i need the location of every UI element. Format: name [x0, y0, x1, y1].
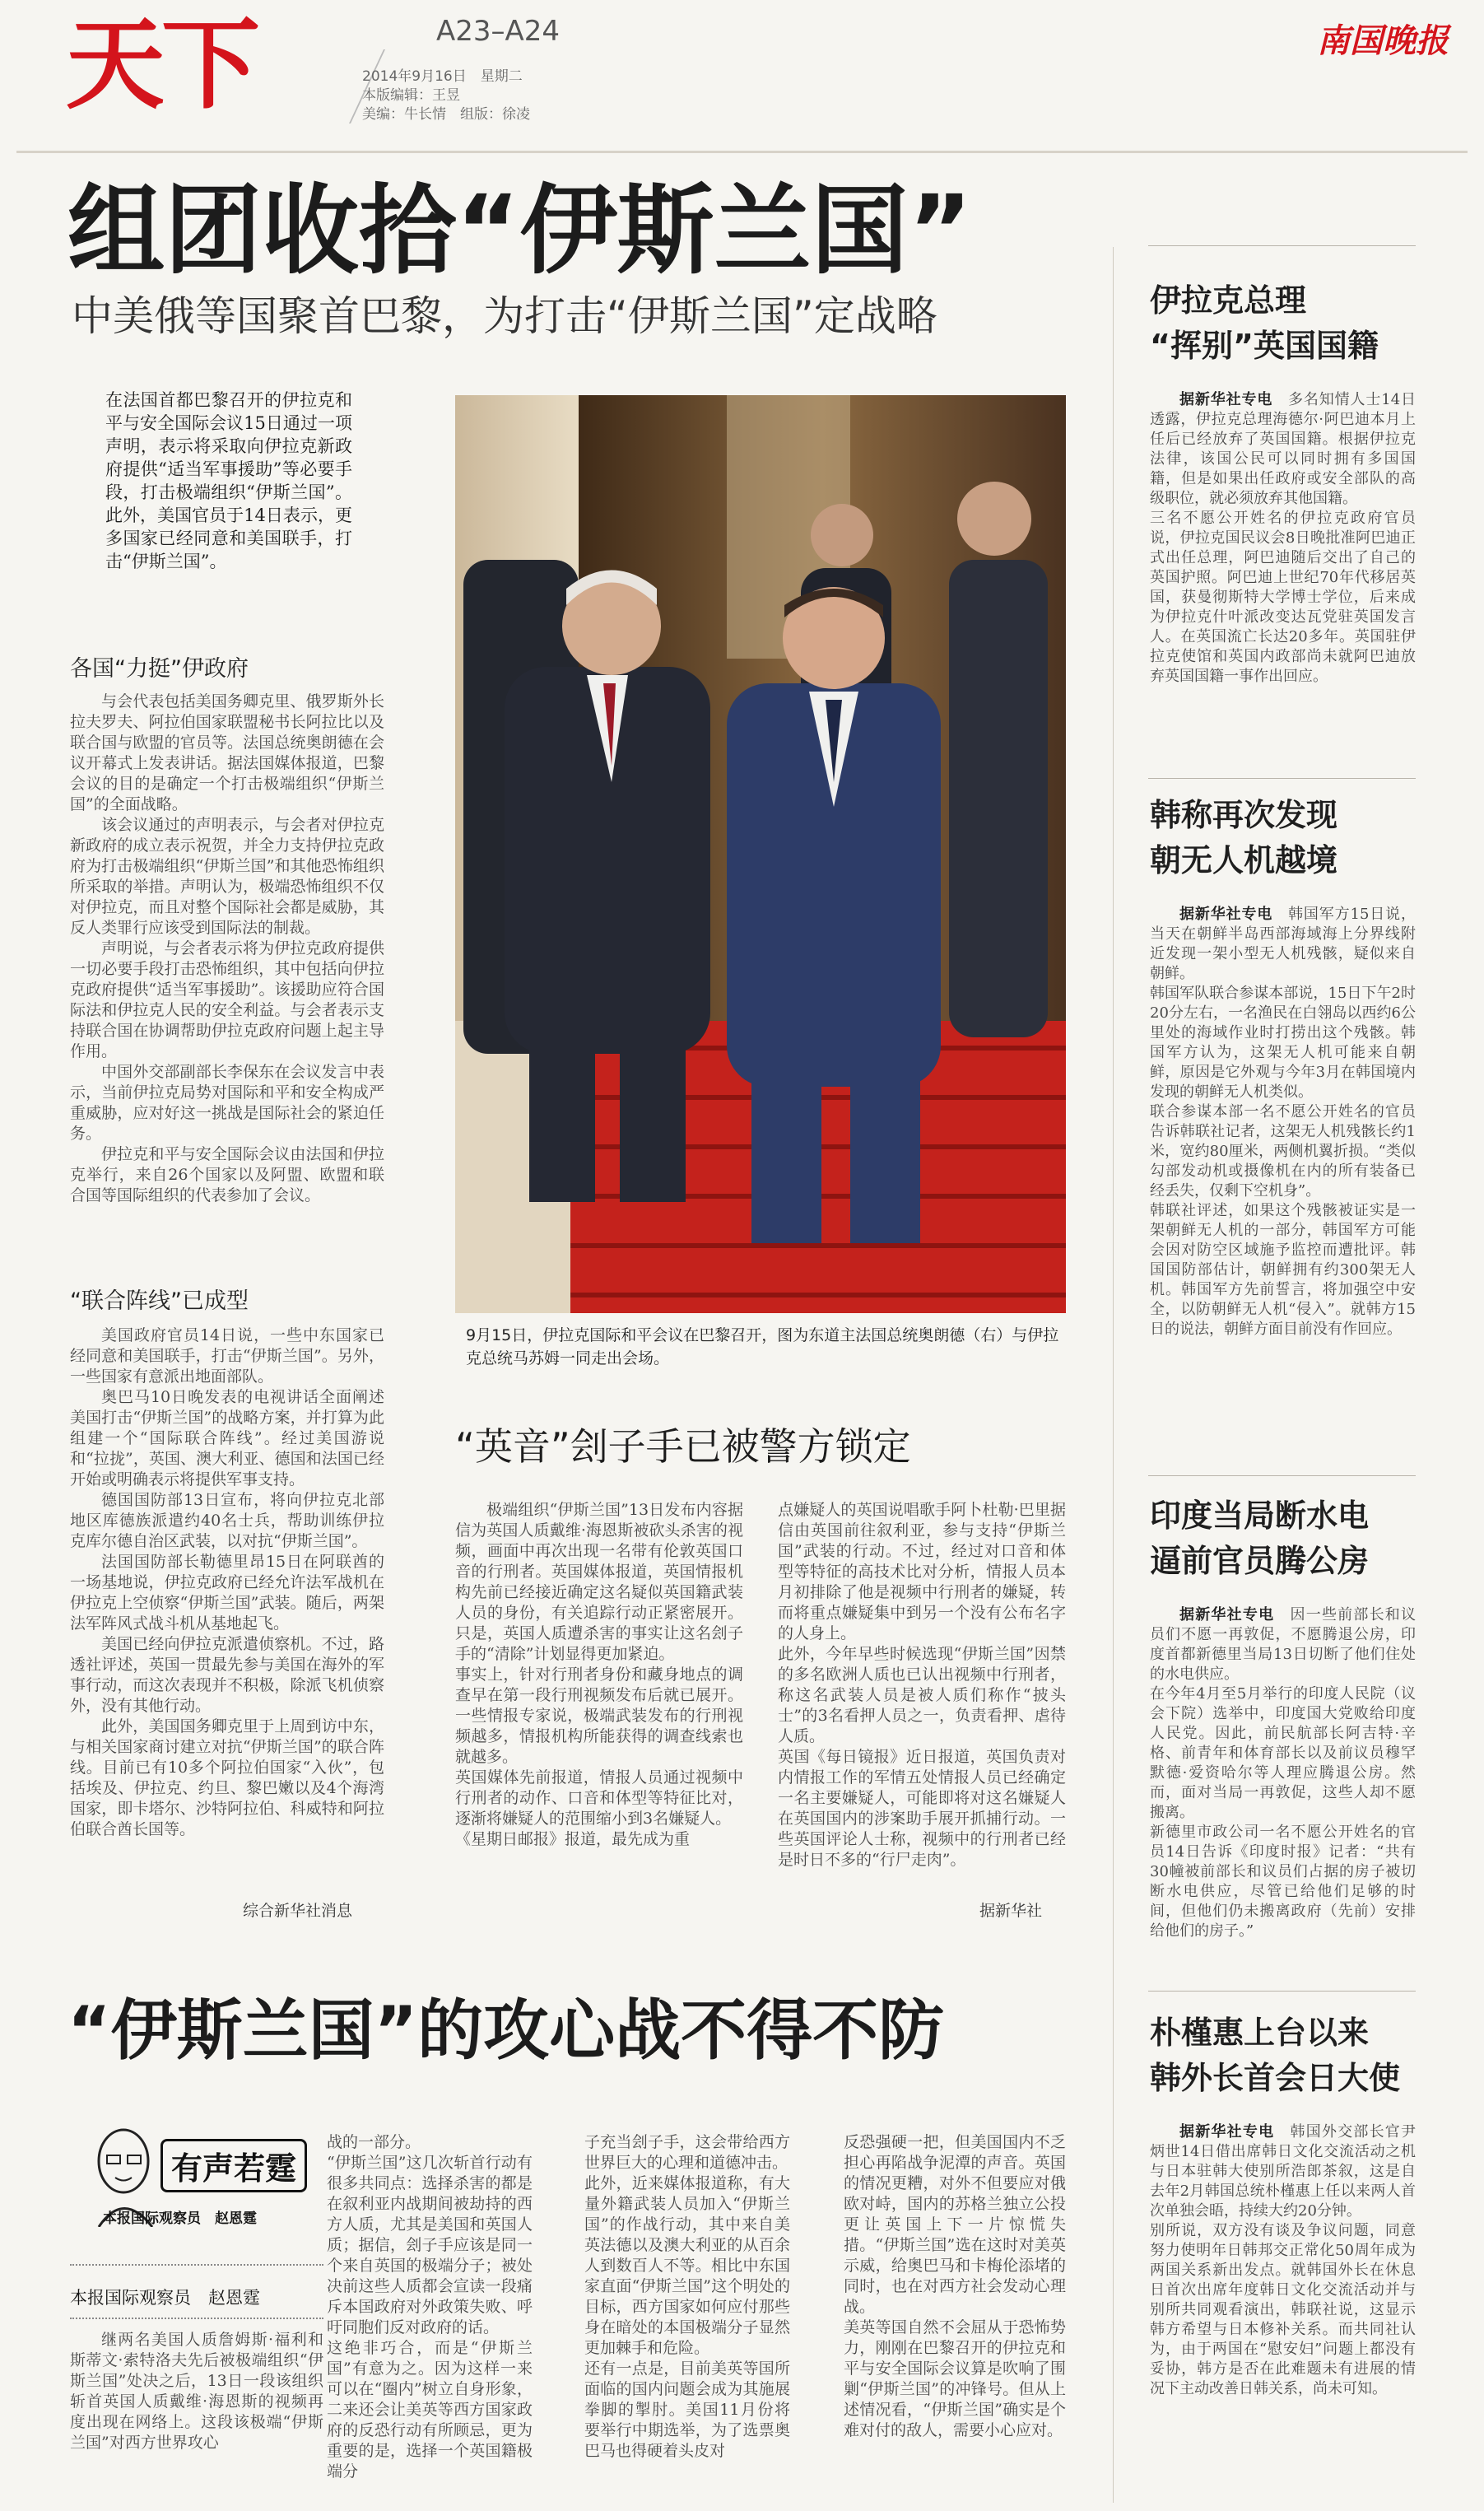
main-lead: 在法国首都巴黎召开的伊拉克和平与安全国际会议15日通过一项声明，表示将采取向伊拉克新政府提供“适当军事援助”等必要手段，打击极端组织“伊斯兰国”。此外，美国官员于14日表示，更多国家已经同意和美国联手，打击“伊斯兰国”。 [105, 390, 352, 571]
column-badge [70, 2124, 321, 2231]
sidebar-title-line: “挥别”英国国籍 [1150, 328, 1379, 364]
sidebar-text: 多名知情人士14日透露，伊拉克总理海德尔·阿巴迪本月上任后已经放弃了英国国籍。根据伊拉克法律，该国公民可以同时拥有多国国籍，但是如果出任政府或安全部队的高级职位，就必须放弃其他国籍。 三名不愿公开姓名的伊拉克政府官员说，伊拉克国民议会8日晚批准阿巴迪正式出任总理，阿巴迪随后交出了自己的英国护照。阿巴迪上世纪70年代移居英国，获曼彻斯特大学博士学位，后来成为伊拉克什叶派改变达瓦党驻英国发言人。在英国流亡长达20多年。英国驻伊拉克使馆和英国内政部尚未就阿巴迪放弃英国国籍一事作出回应。 [1150, 391, 1417, 685]
section-logo: 天下 [66, 8, 257, 123]
section2-para: 法国国防部长勒德里昂15日在阿联酋的一场基地说，伊拉克政府已经允许法军战机在伊拉克上空侦察“伊斯兰国”武装。随后，两架法军阵风式战斗机从基地起飞。 [70, 1553, 384, 1633]
masthead-rule [16, 151, 1468, 153]
second-credit: 据新华社 [979, 1902, 1043, 1920]
news-photo [455, 395, 1066, 1313]
section1-para: 中国外交部副部长李保东在会议发言中表示，当前伊拉克局势对国际和平和安全构成严重威胁，应对好这一挑战是国际社会的紧迫任务。 [70, 1063, 384, 1143]
page-staff: 美编：牛长情 组版：徐凌 [362, 106, 530, 123]
third-col-1: 继两名美国人质詹姆斯·福利和斯蒂文·索特洛夫先后被极端组织“伊斯兰国”处决之后，13日一段该组织斩首英国人质戴维·海恩斯的视频再度出现在网络上。这段该极端“伊斯兰国”对西方世界攻心 [70, 2331, 323, 2452]
sidebar-separator [1148, 1475, 1416, 1476]
section2-para: 美国已经向伊拉克派遣侦察机。不过，路透社评述，英国一贯最先参与美国在海外的军事行动，而这次表现并不积极，除派飞机侦察外，没有其他行动。 [70, 1635, 384, 1715]
section2-body [70, 1325, 384, 1840]
section2-para: 德国国防部13日宣布，将向伊拉克北部地区库德族派遣约40名士兵，帮助训练伊拉克库尔德自治区武装，以对抗“伊斯兰国”。 [70, 1491, 384, 1550]
main-headline: 组团收拾“伊斯兰国” [67, 174, 973, 287]
sidebar-title-line: 逼前官员腾公房 [1150, 1543, 1370, 1579]
sidebar-story [1150, 793, 1416, 1339]
photo-illustration [455, 395, 1066, 1313]
column-name: 有声若霆 [160, 2139, 307, 2192]
sidebar-source: 据新华社专电 [1179, 2123, 1275, 2141]
sidebar-separator [1148, 778, 1416, 779]
sidebar-separator [1148, 1991, 1416, 1992]
section1-title: 各国“力挺”伊政府 [70, 656, 249, 682]
section2-para: 此外，美国国务卿克里于上周到访中东，与相关国家商讨建立对抗“伊斯兰国”的联合阵线。目前已有10多个阿拉伯国家“入伙”，包括埃及、伊拉克、约旦、黎巴嫩以及4个海湾国家，即卡塔尔、沙特阿拉伯、科威特和阿拉伯联合酋长国等。 [70, 1717, 384, 1838]
main-subheadline: 中美俄等国聚首巴黎，为打击“伊斯兰国”定战略 [72, 292, 937, 340]
sidebar-title-line: 韩外长首会日大使 [1150, 2060, 1401, 2096]
sidebar-story [1150, 278, 1416, 687]
section1-para: 声明说，与会者表示将为伊拉克政府提供一切必要手段打击恐怖组织，其中包括向伊拉克政府提供“适当军事援助”。该援助应符合国际法和伊拉克人民的安全利益。与会者表示支持联合国在协调帮助伊拉克政府问题上起主导作用。 [70, 939, 384, 1060]
sidebar-text: 因一些前部长和议员们不愿一再敦促，不愿腾退公房，印度首都新德里当局13日切断了他们住处的水电供应。 在今年4月至5月举行的印度人民院（议会下院）选举中，印度国大党败给印度人民党。因此，前民航部长阿吉特·辛格、前青年和体育部长以及前议员穆罕默德·爱资哈尔等人理应腾退公房。然而，面对当局一再敦促，这些人却不愿搬离。 新德里市政公司一名不愿公开姓名的官员14日告诉《印度时报》记者：“共有30幢被前部长和议员们占据的房子被切断水电供应，尽管已给他们足够的时间，但他们仍未搬离政府（先前）安排给他们的房子。” [1150, 1606, 1417, 1940]
byline-divider [70, 2264, 323, 2266]
second-col-2: 点嫌疑人的英国说唱歌手阿卜杜勒·巴里据信由英国前往叙利亚，参与支持“伊斯兰国”武装的行动。不过，经过对口音和体型等特征的高技术比对分析，情报人员本月初排除了他是视频中行刑者的嫌疑，转而将重点嫌疑集中到另一个没有公布名字的人身上。 此外，今年早些时候选现“伊斯兰国”因禁的多名欧洲人质也已认出视频中行刑者，称这名武装人员是被人质们称作“披头士”的3名看押人员之一，负责看押、虐待人质。 英国《每日镜报》近日报道，英国负责对内情报工作的军情五处情报人员已经确定一名主要嫌疑人，可能即将对这名嫌疑人在英国国内的涉案助手展开抓捕行动。一些英国评论人士称，视频中的行刑者已经是时日不多的“行尸走肉”。 [778, 1501, 1066, 1869]
sidebar-story [1150, 2010, 1416, 2399]
photo-caption: 9月15日，伊拉克国际和平会议在巴黎召开，图为东道主法国总统奥朗德（右）与伊拉克总统马苏姆一同走出会场。 [466, 1326, 1059, 1367]
sidebar-source: 据新华社专电 [1179, 1606, 1275, 1624]
byline-divider [70, 2318, 323, 2319]
section1-para: 伊拉克和平与安全国际会议由法国和伊拉克举行，来自26个国家以及阿盟、欧盟和联合国等国际组织的代表参加了会议。 [70, 1145, 384, 1204]
sidebar-text: 韩国外交部长官尹炳世14日借出席韩日文化交流活动之机与日本驻韩大使别所浩郎茶叙，这是自去年2月韩国总统朴槿惠上任以来两人首次单独会晤，持续大约20分钟。 别所说，双方没有谈及争议问题，同意努力使明年日韩邦交正常化50周年成为两国关系新出发点。就韩国外长在休息日首次出席年度韩日文化交流活动并与别所共同观看演出，韩联社说，这显示韩方希望与日本修补关系。而共同社认为，由于两国在“慰安妇”问题上都没有妥协，韩方是否在此难题未有进展的情况下主动改善日韩关系，尚未可知。 [1150, 2123, 1417, 2397]
sidebar-source: 据新华社专电 [1179, 906, 1273, 923]
page-numbers: A23–A24 [436, 15, 561, 48]
section2-para: 美国政府官员14日说，一些中东国家已经同意和美国联手，打击“伊斯兰国”。另外，一些国家有意派出地面部队。 [70, 1326, 384, 1386]
newspaper-brand: 南国晚报 [1317, 21, 1449, 60]
third-byline: 本报国际观察员 赵恩霆 [70, 2288, 260, 2308]
section1-para: 该会议通过的声明表示，与会者对伊拉克新政府的成立表示祝贺，并全力支持伊拉克政府为打击极端组织“伊斯兰国”和其他恐怖组织所采取的举措。声明认为，极端恐怖组织不仅对伊拉克，而且对整个国际社会都是威胁，其反人类罪行应该受到国际法的制裁。 [70, 816, 384, 937]
sidebar-rule [1113, 247, 1114, 2503]
third-col-3: 子充当刽子手，这会带给西方世界巨大的心理和道德冲击。 此外，近来媒体报道称，有大量外籍武装人员加入“伊斯兰国”的作战行动，其中来自美英法德以及澳大利亚的从百余人到数百人不等。相比中东国家直面“伊斯兰国”这个明处的目标，西方国家如何应付那些身在暗处的本国极端分子显然更加棘手和危险。 还有一点是，目前美英等国所面临的国内问题会成为其施展拳脚的掣肘。美国11月份将要举行中期选举，为了选票奥巴马也得硬着头皮对 [584, 2133, 790, 2460]
page-editor: 本版编辑：王昱 [362, 87, 460, 104]
sidebar-title-line: 朝无人机越境 [1150, 842, 1338, 878]
third-col-2: 战的一部分。 “伊斯兰国”这几次斩首行动有很多共同点：选择杀害的都是在叙利亚内战期间被劫持的西方人质，尤其是美国和英国人质；据信，刽子手应该是同一个来自英国的极端分子；被处决前这些人质都会宣读一段痛斥本国政府对外政策失败、呼吁同胞们反对政府的话。 这绝非巧合，而是“伊斯兰国”有意为之。因为这样一来可以在“圈内”树立自身形象，二来还会让美英等西方国家政府的反恐行动有所顾忌，更为重要的是，选择一个英国籍极端分 [327, 2133, 533, 2481]
sidebar-source: 据新华社专电 [1179, 391, 1273, 408]
sidebar-story [1150, 1493, 1416, 1941]
sidebar-title-line: 伊拉克总理 [1150, 282, 1307, 319]
section2-credit: 综合新华社消息 [243, 1902, 353, 1920]
issue-date: 2014年9月16日 星期二 [362, 68, 523, 85]
third-headline: “伊斯兰国”的攻心战不得不防 [67, 1992, 945, 2069]
sidebar-title-line: 韩称再次发现 [1150, 797, 1338, 833]
sidebar-title-line: 印度当局断水电 [1150, 1498, 1370, 1534]
section2-title: “联合阵线”已成型 [70, 1288, 249, 1314]
third-col-4: 反恐强硬一把，但美国国内不乏担心再陷战争泥潭的声音。英国的情况更糟，对外不但要应对俄欧对峙，国内的苏格兰独立公投更让英国上下一片惊慌失措。“伊斯兰国”选在这时对美英示威，给奥巴马和卡梅伦添堵的同时，也在对西方社会发动心理战。 美英等国自然不会屈从于恐怖势力，刚刚在巴黎召开的伊拉克和平与安全国际会议算是吹响了围剿“伊斯兰国”的冲锋号。但从上述情况看，“伊斯兰国”确实是个难对付的敌人，需要小心应对。 [844, 2133, 1066, 2439]
sidebar-text: 韩国军方15日说，当天在朝鲜半岛西部海域海上分界线附近发现一架小型无人机残骸，疑似来自朝鲜。 韩国军队联合参谋本部说，15日下午2时20分左右，一名渔民在白翎岛以西约6公里处的海域作业时打捞出这个残骸。韩国军方认为，这架无人机可能来自朝鲜，原因是它外观与今年3月在韩国境内发现的朝鲜无人机类似。 联合参谋本部一名不愿公开姓名的官员告诉韩联社记者，这架无人机残骸长约1米，宽约80厘米，两侧机翼折损。“类似勾部发动机或摄像机在内的所有装备已经丢失，仅剩下空机身”。 韩联社评述，如果这个残骸被证实是一架朝鲜无人机的一部分，韩国军方可能会因对防空区域施予监控而遭批评。韩国国防部估计，朝鲜拥有约300架无人机。韩国军方先前誓言，将加强空中安全，以防朝鲜无人机“侵入”。就韩方15日的说法，朝鲜方面目前没有作回应。 [1150, 906, 1417, 1338]
sidebar-title-line: 朴槿惠上台以来 [1150, 2015, 1370, 2051]
sidebar-separator [1148, 245, 1416, 246]
second-col-1: 极端组织“伊斯兰国”13日发布内容据信为英国人质戴维·海恩斯被砍头杀害的视频，画面中再次出现一名带有伦敦英国口音的行刑者。英国媒体报道，英国情报机构先前已经接近确定这名疑似英国籍武装人员的身份，有关追踪行动正紧密展开。只是，英国人质遭杀害的事实让这名刽子手的“清除”计划显得更加紧迫。 事实上，针对行刑者身份和藏身地点的调查早在第一段行刑视频发布后就已展开。一些情报专家说，极端武装发布的行刑视频越多，情报机构所能获得的调查线索也就越多。 英国媒体先前报道，情报人员通过视频中行刑者的动作、口音和体型等特征比对，逐渐将嫌疑人的范围缩小到3名嫌疑人。 《星期日邮报》报道，最先成为重 [455, 1501, 743, 1848]
section1-para: 与会代表包括美国务卿克里、俄罗斯外长拉夫罗夫、阿拉伯国家联盟秘书长阿拉比以及联合国与欧盟的官员等。法国总统奥朗德在会议开幕式上发表讲话。据法国媒体报道，巴黎会议的目的是确定一个打击极端组织“伊斯兰国”的全面战略。 [70, 692, 384, 813]
author-badge: 本报国际观察员 赵恩霆 [103, 2211, 257, 2227]
section2-para: 奥巴马10日晚发表的电视讲话全面阐述美国打击“伊斯兰国”的战略方案，并打算为此组建一个“国际联合阵线”。经过美国游说和“拉拢”，英国、澳大利亚、德国和法国已经开始或明确表示将提供军事支持。 [70, 1388, 384, 1488]
second-headline: “英音”刽子手已被警方锁定 [455, 1424, 911, 1469]
section1-body [70, 692, 384, 1206]
